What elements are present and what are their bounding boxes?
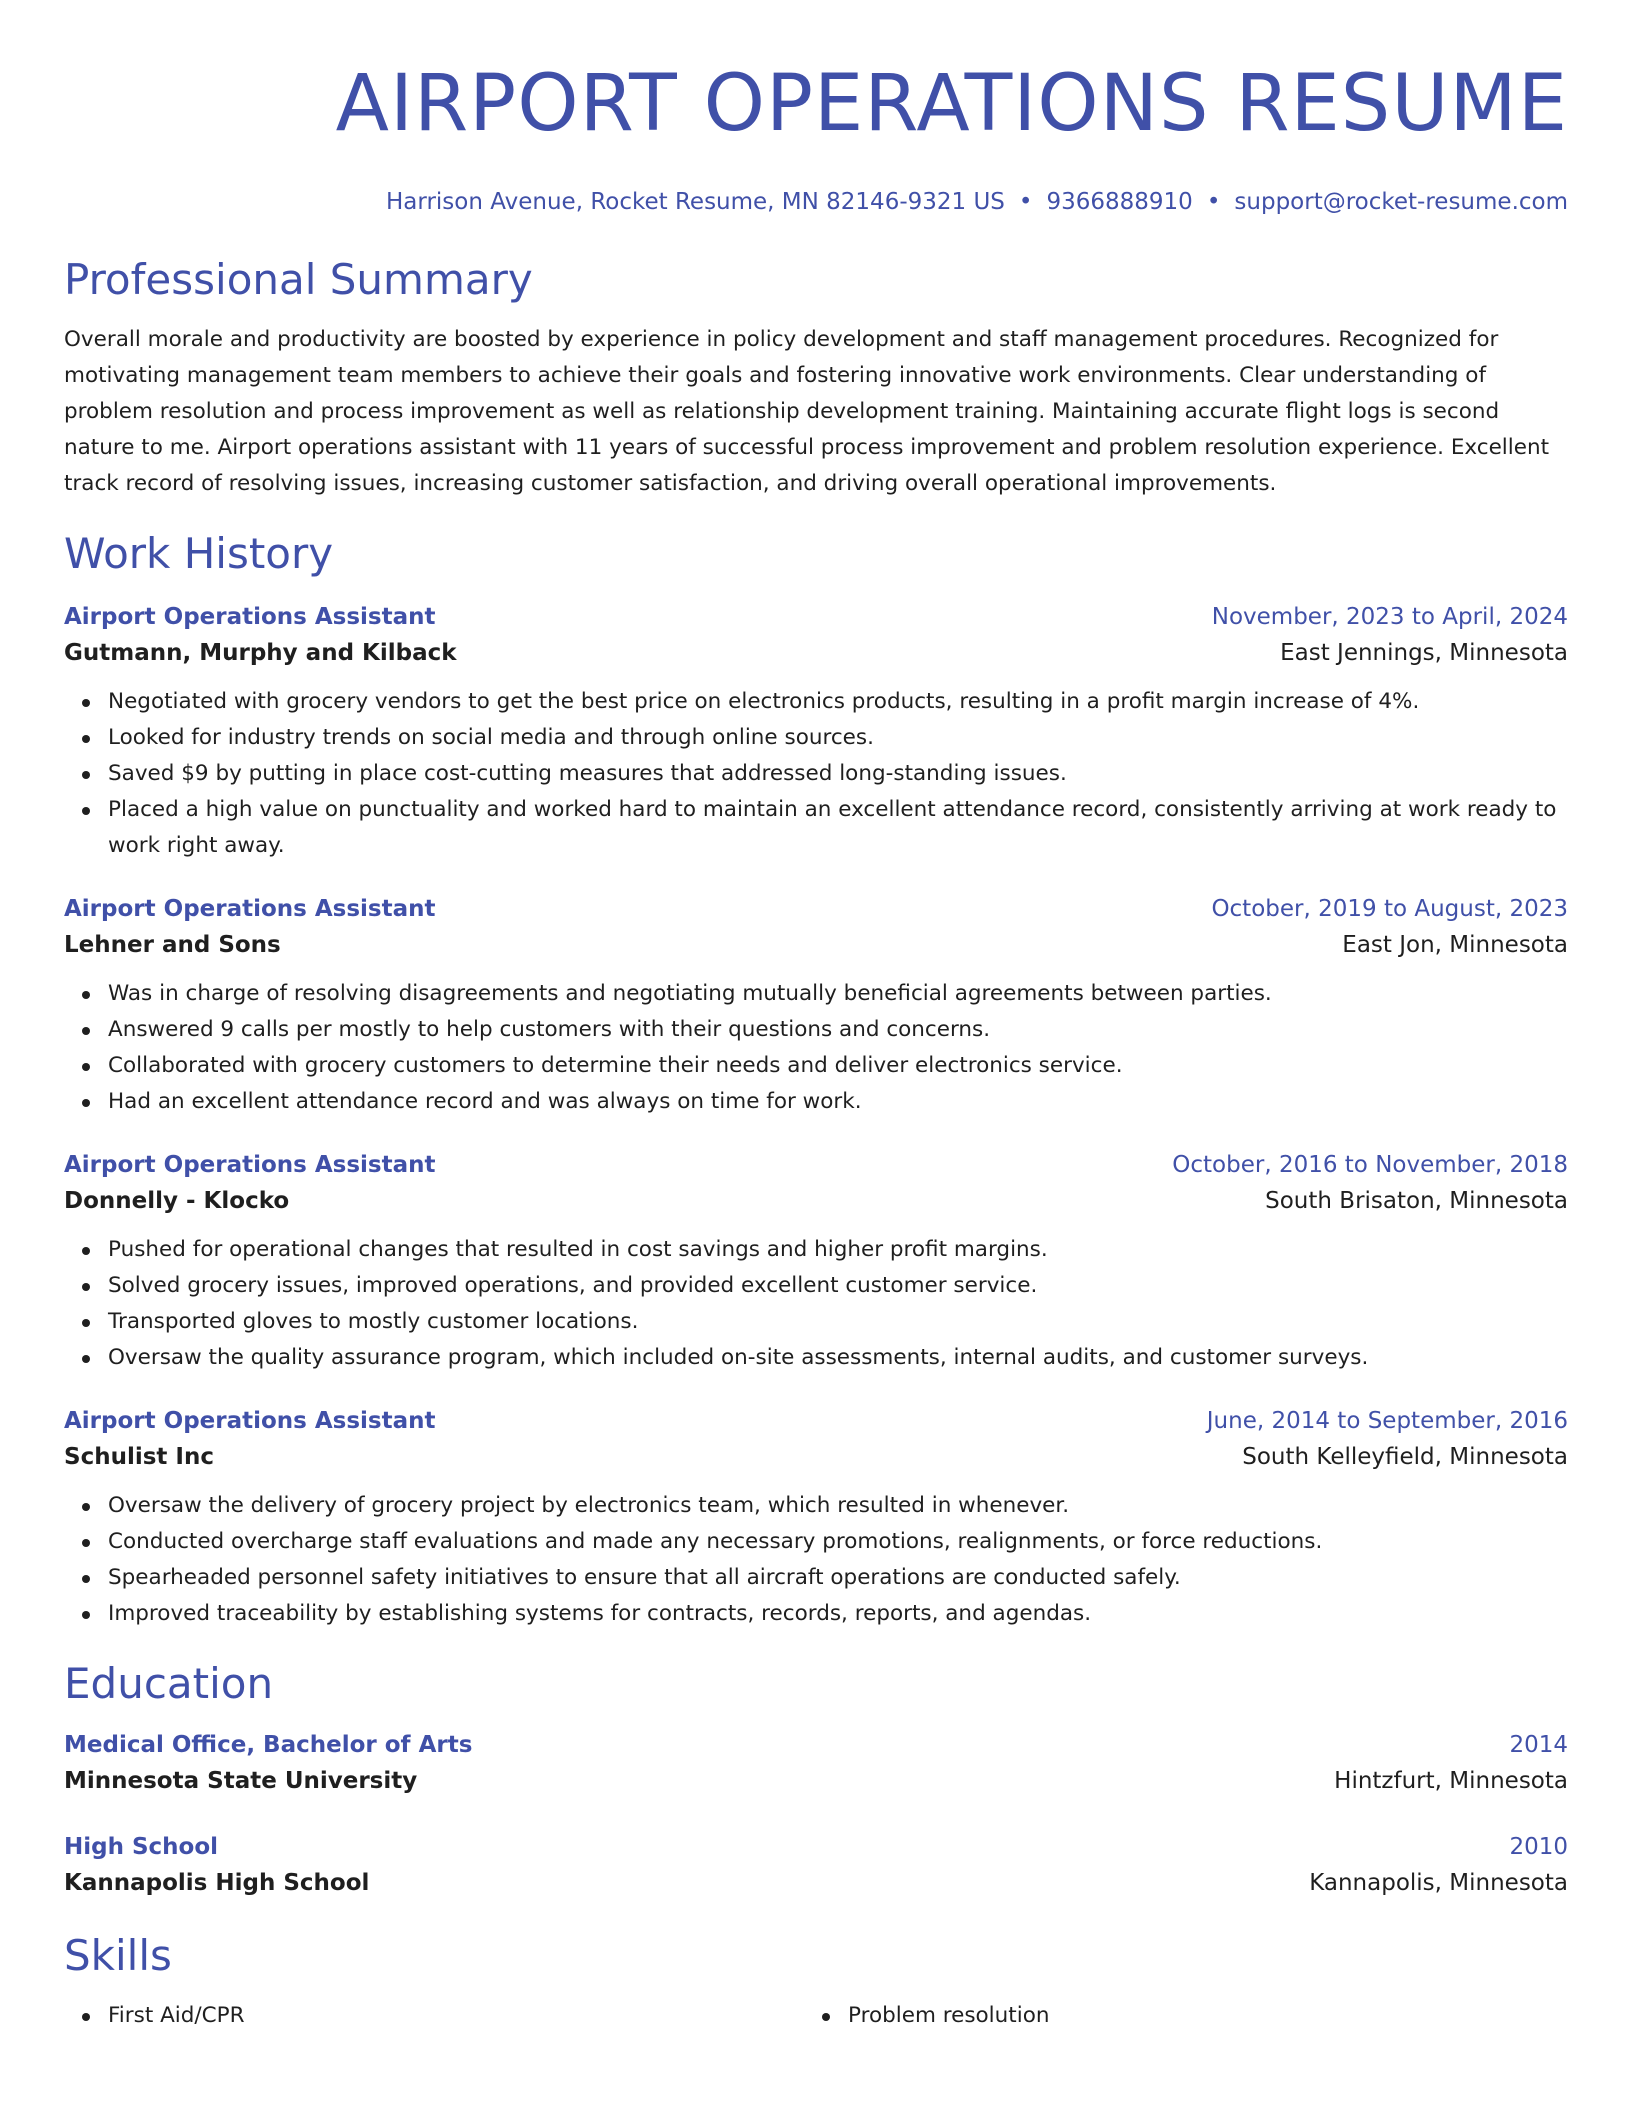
job-location: East Jennings, Minnesota — [1280, 640, 1568, 666]
job-role: Airport Operations Assistant — [64, 1152, 436, 1178]
resume-page — [64, 0, 1568, 2034]
education-location: Hintzfurt, Minnesota — [1334, 1768, 1568, 1794]
job-bullet: Oversaw the quality assurance program, which included on-site assessments, internal audits, and customer surveys. — [108, 1340, 1568, 1376]
job-location: South Brisaton, Minnesota — [1265, 1188, 1568, 1214]
contact-address: Harrison Avenue, Rocket Resume, MN 82146-9321 US — [386, 189, 1005, 215]
job-bullet: Had an excellent attendance record and was always on time for work. — [108, 1084, 1568, 1120]
skills-heading: Skills — [64, 1931, 172, 1980]
job-bullet: Answered 9 calls per mostly to help customers with their questions and concerns. — [108, 1012, 1568, 1048]
education-location: Kannapolis, Minnesota — [1309, 1870, 1568, 1896]
job-bullet: Looked for industry trends on social media and through online sources. — [108, 720, 1568, 756]
job-bullet: Oversaw the delivery of grocery project by electronics team, which resulted in whenever. — [108, 1488, 1568, 1524]
contact-email[interactable]: support@rocket-resume.com — [1234, 189, 1568, 215]
job-entry — [64, 892, 1568, 1120]
job-role: Airport Operations Assistant — [64, 1408, 436, 1434]
education-year: 2010 — [1509, 1834, 1568, 1860]
resume-title: AIRPORT OPERATIONS RESUME — [335, 59, 1568, 149]
job-company: Schulist Inc — [64, 1444, 214, 1470]
job-location: East Jon, Minnesota — [1342, 932, 1568, 958]
education-year: 2014 — [1509, 1732, 1568, 1758]
job-bullet: Conducted overcharge staff evaluations and made any necessary promotions, realignments, or force reductions. — [108, 1524, 1568, 1560]
job-dates: October, 2016 to November, 2018 — [1172, 1152, 1568, 1178]
job-bullet: Solved grocery issues, improved operations, and provided excellent customer service. — [108, 1268, 1568, 1304]
job-role: Airport Operations Assistant — [64, 604, 436, 630]
job-bullet: Negotiated with grocery vendors to get the best price on electronics products, resulting in a profit margin increase of 4%. — [108, 684, 1568, 720]
job-dates: November, 2023 to April, 2024 — [1211, 604, 1568, 630]
skills-column-right — [804, 1998, 1544, 2034]
education-entry — [64, 1728, 1568, 1800]
job-entry — [64, 600, 1568, 864]
work-history-heading: Work History — [64, 529, 334, 578]
job-company: Donnelly - Klocko — [64, 1188, 290, 1214]
job-bullet: Was in charge of resolving disagreements and negotiating mutually beneficial agreements between parties. — [108, 976, 1568, 1012]
job-bullets — [64, 1232, 1568, 1376]
education-entry — [64, 1830, 1568, 1902]
summary-text: Overall morale and productivity are boosted by experience in policy development and staff management procedures. Recognized for motivating management team members to achieve their goals and fostering innovative work environments. Clear understanding of problem resolution and process improvement as well as relationship development training. Maintaining accurate flight logs is second nature to me. Airport operations assistant with 11 years of successful process improvement and problem resolution experience. Excellent track record of resolving issues, increasing customer satisfaction, and driving overall operational improvements. — [64, 327, 1550, 496]
job-company: Lehner and Sons — [64, 932, 281, 958]
contact-line — [64, 186, 1568, 218]
education-degree: Medical Office, Bachelor of Arts — [64, 1732, 473, 1758]
contact-phone[interactable]: 9366888910 — [1046, 189, 1193, 215]
skills-column-left — [64, 1998, 804, 2034]
job-location: South Kelleyfield, Minnesota — [1242, 1444, 1568, 1470]
job-bullet: Saved $9 by putting in place cost-cutting measures that addressed long-standing issues. — [108, 756, 1568, 792]
job-bullet: Placed a high value on punctuality and worked hard to maintain an excellent attendance record, consistently arriving at work ready to work right away. — [108, 792, 1568, 864]
job-bullets — [64, 684, 1568, 864]
education-school: Minnesota State University — [64, 1768, 418, 1794]
job-dates: June, 2014 to September, 2016 — [1206, 1408, 1568, 1434]
education-school: Kannapolis High School — [64, 1870, 370, 1896]
job-bullet: Spearheaded personnel safety initiatives to ensure that all aircraft operations are conducted safely. — [108, 1560, 1568, 1596]
job-bullet: Pushed for operational changes that resulted in cost savings and higher profit margins. — [108, 1232, 1568, 1268]
job-dates: October, 2019 to August, 2023 — [1211, 896, 1568, 922]
skill-item: First Aid/CPR — [108, 1998, 804, 2034]
job-entry — [64, 1148, 1568, 1376]
education-heading: Education — [64, 1659, 274, 1708]
job-role: Airport Operations Assistant — [64, 896, 436, 922]
contact-separator: • — [1018, 189, 1033, 215]
job-bullets — [64, 976, 1568, 1120]
contact-separator: • — [1206, 189, 1221, 215]
job-bullet: Transported gloves to mostly customer locations. — [108, 1304, 1568, 1340]
job-entry — [64, 1404, 1568, 1632]
skills-list — [64, 1998, 1568, 2034]
skill-item: Problem resolution — [848, 1998, 1544, 2034]
job-company: Gutmann, Murphy and Kilback — [64, 640, 457, 666]
education-degree: High School — [64, 1834, 219, 1860]
job-bullet: Improved traceability by establishing systems for contracts, records, reports, and agendas. — [108, 1596, 1568, 1632]
job-bullets — [64, 1488, 1568, 1632]
summary-heading: Professional Summary — [64, 255, 533, 304]
job-bullet: Collaborated with grocery customers to determine their needs and deliver electronics service. — [108, 1048, 1568, 1084]
